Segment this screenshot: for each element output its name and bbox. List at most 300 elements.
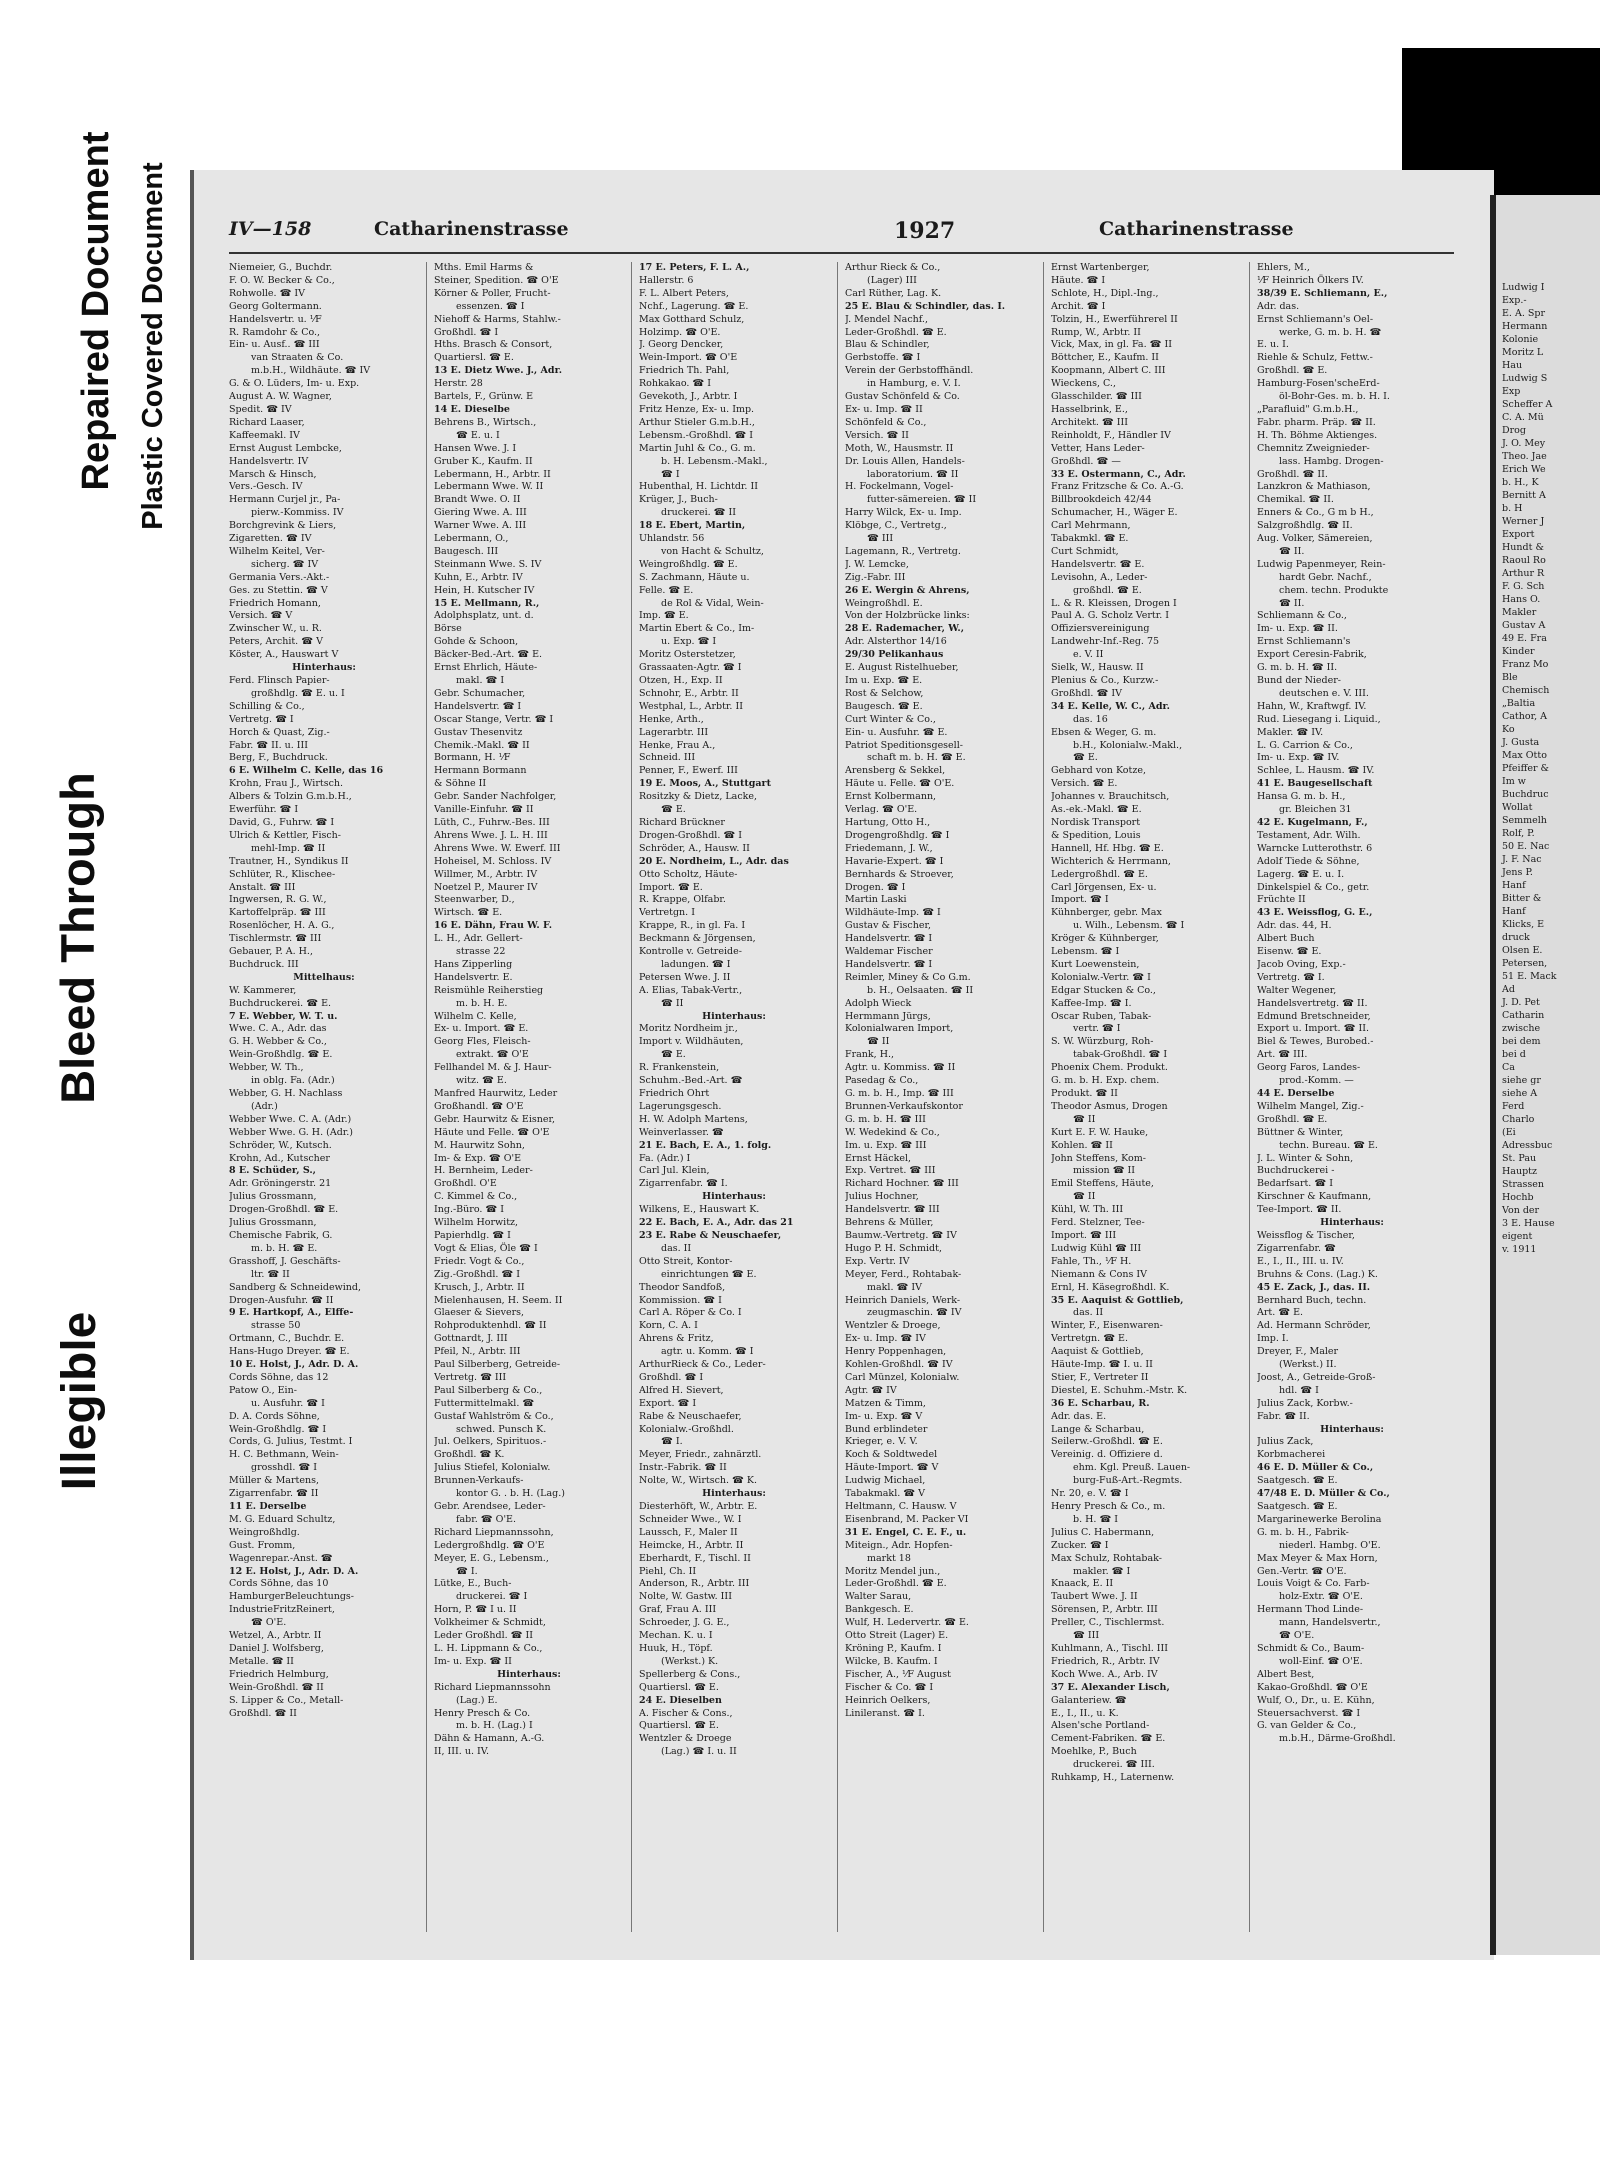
directory-entry-line: druckerei. ☎ II [661,507,737,519]
directory-entry-line: 13 E. Dietz Wwe. J., Adr. [434,365,563,377]
directory-entry-line: Leder-Großhdl. ☎ E. [845,1578,947,1590]
directory-entry-line: Schuhm.-Bed.-Art. ☎ [639,1075,743,1087]
adjacent-page-line: Buchdruc [1502,789,1549,800]
adjacent-page-line: Chemisch [1502,685,1550,696]
directory-entry-line: Rump, W., Arbtr. II [1051,326,1141,338]
directory-entry-line: Rabe & Neuschaefer, [639,1410,742,1422]
adjacent-page-line: St. Pau [1502,1153,1537,1164]
directory-entry-line: Tabakmkl. ☎ E. [1051,533,1129,545]
directory-entry-line: Ludwig Papenmeyer, Rein- [1257,558,1386,570]
directory-entry-line: Ernl, H. Käsegroßhdl. K. [1051,1281,1170,1293]
directory-entry-line: Linileranst. ☎ I. [845,1707,925,1719]
directory-entry-line: Ferd. Stelzner, Tee- [1051,1217,1145,1229]
directory-entry-line: Vertretg. ☎ I. [1257,971,1325,983]
directory-entry-line: Schönfeld & Co., [845,416,927,428]
directory-entry-line: Versich. ☎ V [229,610,293,622]
directory-entry-line: Fabr. ☎ II. u. III [229,739,309,751]
directory-entry-line: Walter Sarau, [845,1591,912,1603]
directory-entry-line: Großhandl. ☎ O'E [434,1100,524,1112]
directory-entry-line: Martin Laski [845,894,907,906]
directory-entry-line: Zigarrenfabr. ☎ I. [639,1178,728,1190]
directory-entry-line: Johannes v. Brauchitsch, [1051,791,1170,803]
directory-entry-line: Stier, F., Vertreter II [1051,1371,1149,1383]
directory-entry-line: Wilhelm C. Kelle, [434,1010,517,1022]
directory-entry-line: Fabr. pharm. Präp. ☎ II. [1257,416,1376,428]
header-rule [229,252,1454,254]
directory-entry-line: Friedr. Vogt & Co., [434,1255,525,1267]
directory-entry-line: Arthur Stieler G.m.b.H., [639,416,755,428]
directory-entry-line: Carl Münzel, Kolonialw. [845,1371,960,1383]
directory-entry-line: Großhdl. ☎ I [434,326,499,338]
directory-entry-line: schaft m. b. H. ☎ E. [867,752,966,764]
directory-entry-line: Nr. 20, e. V. ☎ I [1051,1488,1129,1500]
directory-entry-line: Instr.-Fabrik. ☎ II [639,1462,727,1474]
directory-entry-line: Heimcke, H., Arbtr. II [639,1539,744,1551]
directory-entry-line: Gustav Schönfeld & Co. [845,391,960,403]
directory-entry-line: Anstalt. ☎ III [229,881,296,893]
directory-entry-line: Albers & Tolzin G.m.b.H., [229,791,352,803]
directory-entry-line: Rohwolle. ☎ IV [229,287,306,299]
directory-entry-line: Import. ☎ I [1051,894,1109,906]
directory-entry-line: Knaack, E. II [1051,1578,1114,1590]
directory-entry-line: F. O. W. Becker & Co., [229,274,335,286]
directory-entry-line: (Lager) III [867,274,917,286]
directory-entry-line: Handelsvertr. ☎ I [434,700,522,712]
directory-entry-line: Vertretg. ☎ I [229,713,294,725]
directory-entry-line: Emil Steffens, Häute, [1051,1178,1154,1190]
directory-entry-line: Grassaaten-Agtr. ☎ I [639,662,742,674]
directory-entry-line: Eisenw. ☎ E. [1257,946,1322,958]
directory-entry-line: großhdl. ☎ E. [1073,584,1142,596]
directory-entry-line: Aug. Volker, Sämereien, [1257,533,1373,545]
directory-entry-line: W. Wedekind & Co., [845,1126,940,1138]
directory-entry-line: Körner & Poller, Frucht- [434,287,551,299]
adjacent-page-line: Exp.- [1502,295,1527,306]
directory-entry-line: Baugesch. ☎ E. [845,700,923,712]
adjacent-page-line: Charlo [1502,1114,1535,1125]
adjacent-page-line: E. A. Spr [1502,308,1546,319]
adjacent-page-line: Ad [1502,984,1515,995]
directory-entry-line: Volkheimer & Schmidt, [434,1617,546,1629]
adjacent-page-line: 51 E. Mack [1502,971,1557,982]
directory-entry-line: Drogen-Ausfuhr. ☎ II [229,1294,334,1306]
directory-entry-line: Steinmann Wwe. S. IV [434,558,542,570]
directory-entry-line: Giering Wwe. A. III [434,507,527,519]
directory-entry-line: Glasschilder. ☎ III [1051,391,1142,403]
directory-entry-line: Zwinscher W., u. R. [229,623,322,635]
directory-entry-line: L. & R. Kleissen, Drogen I [1051,597,1177,609]
directory-entry-line: Steenwarber, D., [434,894,515,906]
adjacent-page-line: Bitter & [1502,893,1542,904]
directory-entry-line: Koopmann, Albert C. III [1051,365,1166,377]
directory-entry-line: Import. ☎ E. [639,881,703,893]
directory-entry-line: Albert Buch [1257,933,1315,945]
directory-entry-line: 6 E. Wilhelm C. Kelle, das 16 [229,765,384,777]
directory-entry-line: Jacob Oving, Exp.- [1257,958,1346,970]
directory-entry-line: Moritz Mendel jun., [845,1565,941,1577]
directory-entry-line: Koch Wwe. A., Arb. IV [1051,1668,1158,1680]
directory-entry-line: Agtr. u. Kommiss. ☎ II [845,1062,956,1074]
directory-entry-line: Häute-Import. ☎ V [845,1462,939,1474]
directory-entry-line: Enners & Co., G m b H., [1257,507,1374,519]
directory-entry-line: S. Zachmann, Häute u. [639,571,750,583]
directory-entry-line: ☎ E. [661,804,686,816]
directory-entry-line: E., I., II., III. u. IV. [1257,1255,1344,1267]
directory-entry-line: Henry Presch & Co. [434,1707,531,1719]
directory-entry-line: Hinterhaus: [1320,1423,1384,1435]
directory-entry-line: Willmer, M., Arbtr. IV [434,868,538,880]
directory-entry-line: m. b. H. (Lag.) I [456,1720,533,1732]
directory-entry-line: Lange & Scharbau, [1051,1423,1145,1435]
directory-entry-line: As.-ek.-Makl. ☎ E. [1051,804,1142,816]
directory-entry-line: Exp. Vertr. IV [845,1255,910,1267]
directory-entry-line: G. van Gelder & Co., [1257,1720,1357,1732]
directory-entry-line: Großhdl. ☎ I [639,1371,704,1383]
directory-entry-line: D. A. Cords Söhne, [229,1410,320,1422]
directory-entry-line: ☎ II [1073,1191,1096,1203]
directory-entry-line: Korbmacherei [1257,1449,1326,1461]
directory-entry-line: Moritz Osterstetzer, [639,649,736,661]
adjacent-page-line: Jens P. [1502,867,1533,878]
directory-entry-line: Fahle, Th., ⅟F H. [1051,1255,1132,1267]
directory-entry-line: 22 E. Bach, E. A., Adr. das 21 [639,1217,794,1229]
adjacent-page-line: Hochb [1502,1192,1534,1203]
directory-entry-line: von Hacht & Schultz, [661,545,764,557]
directory-entry-line: Hein, H. Kutscher IV [434,584,535,596]
directory-entry-line: R. Krappe, Olfabr. [639,894,726,906]
directory-entry-line: ☎ E. u. I [456,429,500,441]
directory-entry-line: 11 E. Derselbe [229,1501,307,1512]
directory-entry-line: Hansen Wwe. J. I [434,442,517,454]
directory-entry-line: Kolonialwaren Import, [845,1023,954,1035]
directory-column-5 [1051,262,1241,1942]
directory-entry-line: Anderson, R., Arbtr. III [639,1578,750,1590]
directory-entry-line: 42 E. Kugelmann, F., [1257,816,1368,828]
directory-entry-line: H. C. Bethmann, Wein- [229,1449,339,1461]
directory-entry-line: Steiner, Spedition. ☎ O'E [434,274,559,286]
directory-entry-line: Fa. (Adr.) I [639,1152,691,1164]
label-repaired-document: Repaired Document [75,131,117,491]
adjacent-page-line: Arthur R [1502,568,1545,579]
directory-entry-line: 37 E. Alexander Lisch, [1051,1681,1170,1693]
adjacent-page-line: Franz Mo [1502,659,1549,670]
adjacent-page-line: Hanf [1502,880,1526,891]
directory-entry-line: Weingroßhdlg. ☎ E. [639,558,738,570]
directory-entry-line: Ludwig Kühl ☎ III [1051,1242,1142,1254]
directory-entry-line: Import. ☎ III [1051,1229,1117,1241]
directory-entry-line: Herstr. 28 [434,378,483,390]
directory-entry-line: Handelsvertr. ☎ III [845,1204,940,1216]
directory-entry-line: Curt Schmidt, [1051,545,1119,557]
directory-entry-line: Rohkakao. ☎ I [639,378,712,390]
directory-entry-line: Bäcker-Bed.-Art. ☎ E. [434,649,543,661]
directory-entry-line: Lebensm. ☎ I [1051,946,1120,958]
directory-entry-line: Zigaretten. ☎ IV [229,533,312,545]
directory-entry-line: Quartiersl. ☎ E. [639,1681,719,1693]
directory-entry-line: Kühl, W. Th. III [1051,1204,1124,1216]
directory-entry-line: Max Gotthard Schulz, [639,313,745,325]
directory-entry-line: 33 E. Ostermann, C., Adr. [1051,468,1186,480]
directory-entry-line: 45 E. Zack, J., das. II. [1257,1281,1371,1293]
directory-entry-line: Webber, G. H. Nachlass [229,1088,343,1099]
directory-entry-line: Ferd. Flinsch Papier- [229,675,330,686]
directory-entry-line: G. m. b. H. ☎ II. [1257,662,1338,674]
directory-entry-line: fabr. ☎ O'E. [456,1513,517,1525]
directory-entry-line: Hamburg-Fosen'scheErd- [1257,378,1380,390]
directory-entry-line: Art. ☎ III. [1257,1049,1308,1061]
directory-entry-line: Vers.-Gesch. IV [229,481,303,493]
directory-entry-line: Hinterhaus: [702,1488,766,1500]
directory-entry-line: m. b. H. ☎ E. [251,1242,318,1254]
directory-entry-line: Krappe, R., in gl. Fa. I [639,920,746,932]
directory-entry-line: Carl Jörgensen, Ex- u. [1051,881,1157,893]
directory-entry-line: Moritz Nordheim jr., [639,1023,738,1035]
directory-entry-line: essenzen. ☎ I [456,300,525,312]
directory-entry-line: druckerei. ☎ I [456,1591,528,1603]
directory-entry-line: Vanille-Einfuhr. ☎ II [434,804,534,816]
adjacent-page-line: Catharin [1502,1010,1545,1021]
directory-entry-line: Architekt. ☎ III [1051,416,1129,428]
scanned-directory-page [190,170,1494,1960]
directory-entry-line: Warncke Lutterothstr. 6 [1257,842,1373,854]
directory-entry-line: Oscar Ruben, Tabak- [1051,1010,1152,1022]
directory-entry-line: burg-Fuß-Art.-Regmts. [1073,1475,1183,1487]
directory-entry-line: Niemann & Cons IV [1051,1268,1147,1280]
directory-entry-line: Arthur Rieck & Co., [845,262,941,273]
directory-entry-line: Ad. Hermann Schröder, [1257,1320,1371,1332]
adjacent-page-line: Exp [1502,386,1521,397]
directory-entry-line: Gottnardt, J. III [434,1333,508,1345]
directory-entry-line: H. W. Adolph Martens, [639,1113,748,1125]
directory-entry-line: Sielk, W., Hausw. II [1051,662,1144,674]
directory-entry-line: Schumacher, H., Wäger E. [1051,507,1178,519]
directory-entry-line: einrichtungen ☎ E. [661,1268,757,1280]
directory-entry-line: Paul A. G. Scholz Vertr. I [1051,610,1169,622]
directory-entry-line: 28 E. Rademacher, W., [845,623,965,635]
directory-entry-line: van Straaten & Co. [251,352,344,364]
directory-entry-line: Miteign., Adr. Hopfen- [845,1539,953,1551]
directory-entry-line: Mittelhaus: [293,971,355,983]
directory-entry-line: Gebr. Sander Nachfolger, [434,791,557,803]
directory-entry-line: Sandberg & Schneidewind, [229,1281,362,1293]
directory-entry-line: 14 E. Dieselbe [434,403,510,415]
directory-entry-line: Ortmann, C., Buchdr. E. [229,1333,345,1345]
adjacent-page-line: Hundt & [1502,542,1544,553]
directory-entry-line: Drogengroßhdlg. ☎ I [845,829,950,841]
directory-entry-line: 21 E. Bach, E. A., 1. folg. [639,1139,772,1151]
directory-entry-line: Export Ceresin-Fabrik, [1257,649,1367,661]
directory-entry-line: Horch & Quast, Zig.- [229,726,330,738]
adjacent-page-line: Semmelh [1502,815,1547,826]
directory-entry-line: vertr. ☎ I [1073,1023,1121,1035]
directory-entry-line: Zigarrenfabr. ☎ II [229,1488,319,1500]
directory-entry-line: Rud. Liesegang i. Liquid., [1257,713,1381,725]
directory-entry-line: Carl A. Röper & Co. I [639,1307,742,1319]
directory-entry-line: Lütke, E., Buch- [434,1578,512,1590]
directory-entry-line: Martin Ebert & Co., Im- [639,623,755,635]
adjacent-page-line: bei d [1502,1049,1526,1060]
directory-entry-line: Lebensm.-Großhdl. ☎ I [639,429,753,441]
directory-entry-line: Papierhdlg. ☎ I [434,1229,511,1241]
directory-entry-line: Webber Wwe. C. A. (Adr.) [229,1113,352,1125]
directory-entry-line: Export u. Import. ☎ II. [1257,1023,1369,1035]
directory-entry-line: Fellhandel M. & J. Haur- [434,1062,552,1074]
directory-entry-line: Rosenlöcher, H. A. G., [229,920,335,932]
directory-entry-line: Drogen-Großhdl. ☎ E. [229,1204,339,1216]
directory-entry-line: Webber Wwe. G. H. (Adr.) [229,1126,354,1138]
directory-entry-line: 8 E. Schüder, S., [229,1165,316,1177]
directory-entry-line: Nolte, W. Gastw. III [639,1591,732,1603]
directory-entry-line: Ex- u. Imp. ☎ IV [845,1333,926,1345]
directory-entry-line: Häute und Felle. ☎ O'E [434,1126,550,1138]
directory-entry-line: E., I., II., u. K. [1051,1707,1119,1719]
directory-entry-line: Chemik.-Makl. ☎ II [434,739,530,751]
directory-entry-line: J. Georg Dencker, [639,339,724,351]
directory-entry-line: Adr. das. 44, H. [1257,920,1332,932]
directory-entry-line: Verlag. ☎ O'E. [845,804,918,816]
directory-entry-line: b. H. ☎ I [1073,1513,1119,1525]
directory-entry-line: (Werkst.) II. [1279,1359,1337,1371]
directory-entry-line: Wagenrepar.-Anst. ☎ [229,1552,333,1564]
directory-entry-line: Beckmann & Jörgensen, [639,933,756,945]
directory-entry-line: Schilling & Co., [229,700,305,712]
directory-entry-line: Köster, A., Hauswart V [229,649,339,661]
directory-entry-line: 36 E. Scharbau, R. [1051,1397,1150,1409]
directory-entry-line: Julius Hochner, [845,1191,919,1203]
directory-entry-line: 15 E. Mellmann, R., [434,597,540,609]
directory-entry-line: Wein-Import. ☎ O'E [639,352,738,364]
directory-entry-line: Petersen Wwe. J. II [639,971,731,983]
directory-entry-line: Handelsvertr. ☎ I [845,958,933,970]
directory-entry-line: Graf, Frau A. III [639,1604,717,1616]
directory-entry-line: S. Lipper & Co., Metall- [229,1694,344,1706]
directory-entry-line: & Spedition, Louis [1051,829,1141,841]
column-divider [837,262,838,1932]
directory-entry-line: holz-Extr. ☎ O'E. [1279,1591,1363,1603]
directory-entry-line: Hansa G. m. b. H., [1257,791,1346,803]
directory-entry-line: Lagemann, R., Vertretg. [845,545,961,557]
directory-entry-line: Archit. ☎ I [1051,300,1106,312]
adjacent-page-line: Strassen [1502,1179,1545,1190]
directory-entry-line: hardt Gebr. Nachf., [1279,571,1372,583]
directory-entry-line: Uhlandstr. 56 [639,533,705,545]
directory-entry-line: ⅟F Heinrich Ölkers IV. [1257,274,1364,286]
directory-entry-line: Lebermann Wwe. W. II [434,481,544,493]
directory-entry-line: Wetzel, A., Arbtr. II [229,1630,322,1642]
directory-entry-line: Ludwig Michael, [845,1475,926,1487]
directory-entry-line: Henry Presch & Co., m. [1051,1501,1166,1512]
directory-entry-line: Arensberg & Sekkel, [845,765,946,777]
directory-entry-line: Hths. Brasch & Consort, [434,339,553,351]
directory-entry-line: Hannell, Hf. Hbg. ☎ E. [1051,842,1164,854]
directory-entry-line: das. II [1073,1307,1104,1319]
directory-entry-line: R. Frankenstein, [639,1062,720,1074]
directory-entry-line: A. Fischer & Cons., [639,1707,733,1719]
directory-entry-line: Friedrich Helmburg, [229,1668,329,1680]
directory-entry-line: Franz Fritzsche & Co. A.-G. [1051,481,1184,493]
directory-entry-line: Leder-Großhdl. ☎ E. [845,326,947,338]
directory-entry-line: Kurt Loewenstein, [1051,958,1140,970]
directory-entry-line: G. m. b. H., Fabrik- [1257,1526,1349,1538]
directory-entry-line: Margarinewerke Berolina [1257,1513,1382,1525]
directory-entry-line: mann, Handelsvertr., [1279,1617,1381,1629]
directory-entry-line: Hugo P. H. Schmidt, [845,1242,942,1254]
directory-entry-line: 44 E. Derselbe [1257,1088,1335,1099]
directory-column-3 [639,262,829,1942]
directory-entry-line: Adr. das. [1257,300,1300,312]
street-heading-left: Catharinenstrasse [374,218,569,240]
directory-entry-line: Eberhardt, F., Tischl. II [639,1552,751,1564]
directory-entry-line: Kartoffelpräp. ☎ III [229,907,326,919]
directory-entry-line: kontor G. . b. H. (Lag.) [456,1488,565,1500]
directory-entry-line: Fabr. ☎ II. [1257,1410,1310,1422]
directory-entry-line: 16 E. Dähn, Frau W. F. [434,920,553,932]
directory-entry-line: Bormann, H. ⅟F [434,752,511,764]
directory-entry-line: David, G., Fuhrw. ☎ I [229,816,335,828]
directory-entry-line: 35 E. Aaquist & Gottlieb, [1051,1294,1184,1306]
directory-entry-line: Max Schulz, Rohtabak- [1051,1552,1162,1564]
directory-entry-line: Bernhard Buch, techn. [1257,1294,1367,1306]
directory-entry-line: Hans-Hugo Dreyer. ☎ E. [229,1346,350,1358]
directory-entry-line: ☎ III [1073,1630,1100,1642]
column-divider [631,262,632,1932]
directory-entry-line: Steuersachverst. ☎ I [1257,1707,1361,1719]
directory-entry-line: Zigarrenfabr. ☎ [1257,1242,1336,1254]
directory-entry-line: Lagerg. ☎ E. u. I. [1257,868,1345,880]
directory-entry-line: Tee-Import. ☎ II. [1257,1204,1342,1216]
directory-entry-line: Buchdruck. III [229,958,299,970]
directory-entry-line: (Lag.) ☎ I. u. II [661,1746,737,1758]
directory-entry-line: Schneid. III [639,752,696,764]
directory-entry-line: 17 E. Peters, F. L. A., [639,262,750,273]
column-divider [1043,262,1044,1932]
directory-entry-line: Wieckens, C., [1051,378,1116,390]
street-heading-right: Catharinenstrasse [1099,218,1294,240]
directory-entry-line: Warner Wwe. A. III [434,520,527,532]
directory-entry-line: E. u. I. [1257,339,1289,351]
directory-entry-line: Vertretg. ☎ III [434,1371,507,1383]
directory-entry-line: Hermann Bormann [434,765,527,777]
directory-entry-line: Vick, Max, in gl. Fa. ☎ II [1051,339,1172,351]
adjacent-page-line: Erich We [1502,464,1546,475]
directory-entry-line: G. m. b. H. ☎ III [845,1113,926,1125]
directory-entry-line: Marsch & Hinsch, [229,468,317,480]
directory-entry-line: II, III. u. IV. [434,1746,489,1758]
directory-entry-line: Otto Streit, Kontor- [639,1255,733,1267]
directory-entry-line: Im. u. Exp. ☎ III [845,1139,927,1151]
directory-entry-line: pierw.-Kommiss. IV [251,507,344,519]
directory-entry-line: Ein- u. Ausfuhr. ☎ E. [845,726,948,738]
adjacent-page-line: Hermann [1502,321,1548,332]
directory-entry-line: Fritz Henze, Ex- u. Imp. [639,403,755,415]
directory-entry-line: Huuk, H., Töpf. [639,1642,713,1654]
directory-entry-line: Richard Laaser, [229,416,305,428]
directory-entry-line: Georg Fles, Fleisch- [434,1036,531,1048]
directory-entry-line: G. & O. Lüders, Im- u. Exp. [229,378,360,390]
directory-entry-line: Brandt Wwe. O. II [434,494,521,506]
directory-entry-line: John Steffens, Kom- [1051,1152,1146,1164]
directory-entry-line: Wein-Großhdlg. ☎ E. [229,1049,333,1061]
directory-entry-line: Diestel, E. Schuhm.-Mstr. K. [1051,1384,1188,1396]
directory-entry-line: Moth, W., Hausmstr. II [845,442,954,454]
directory-entry-line: Schlote, H., Dipl.-Ing., [1051,287,1159,299]
directory-entry-line: Kontrolle v. Getreide- [639,946,742,958]
directory-entry-line: Schröder, W., Kutsch. [229,1139,332,1151]
directory-entry-line: Lebermann, O., [434,533,509,545]
directory-entry-line: makler. ☎ I [1073,1565,1131,1577]
directory-entry-line: ☎ I [661,468,680,480]
directory-entry-line: Trautner, H., Syndikus II [229,855,349,867]
